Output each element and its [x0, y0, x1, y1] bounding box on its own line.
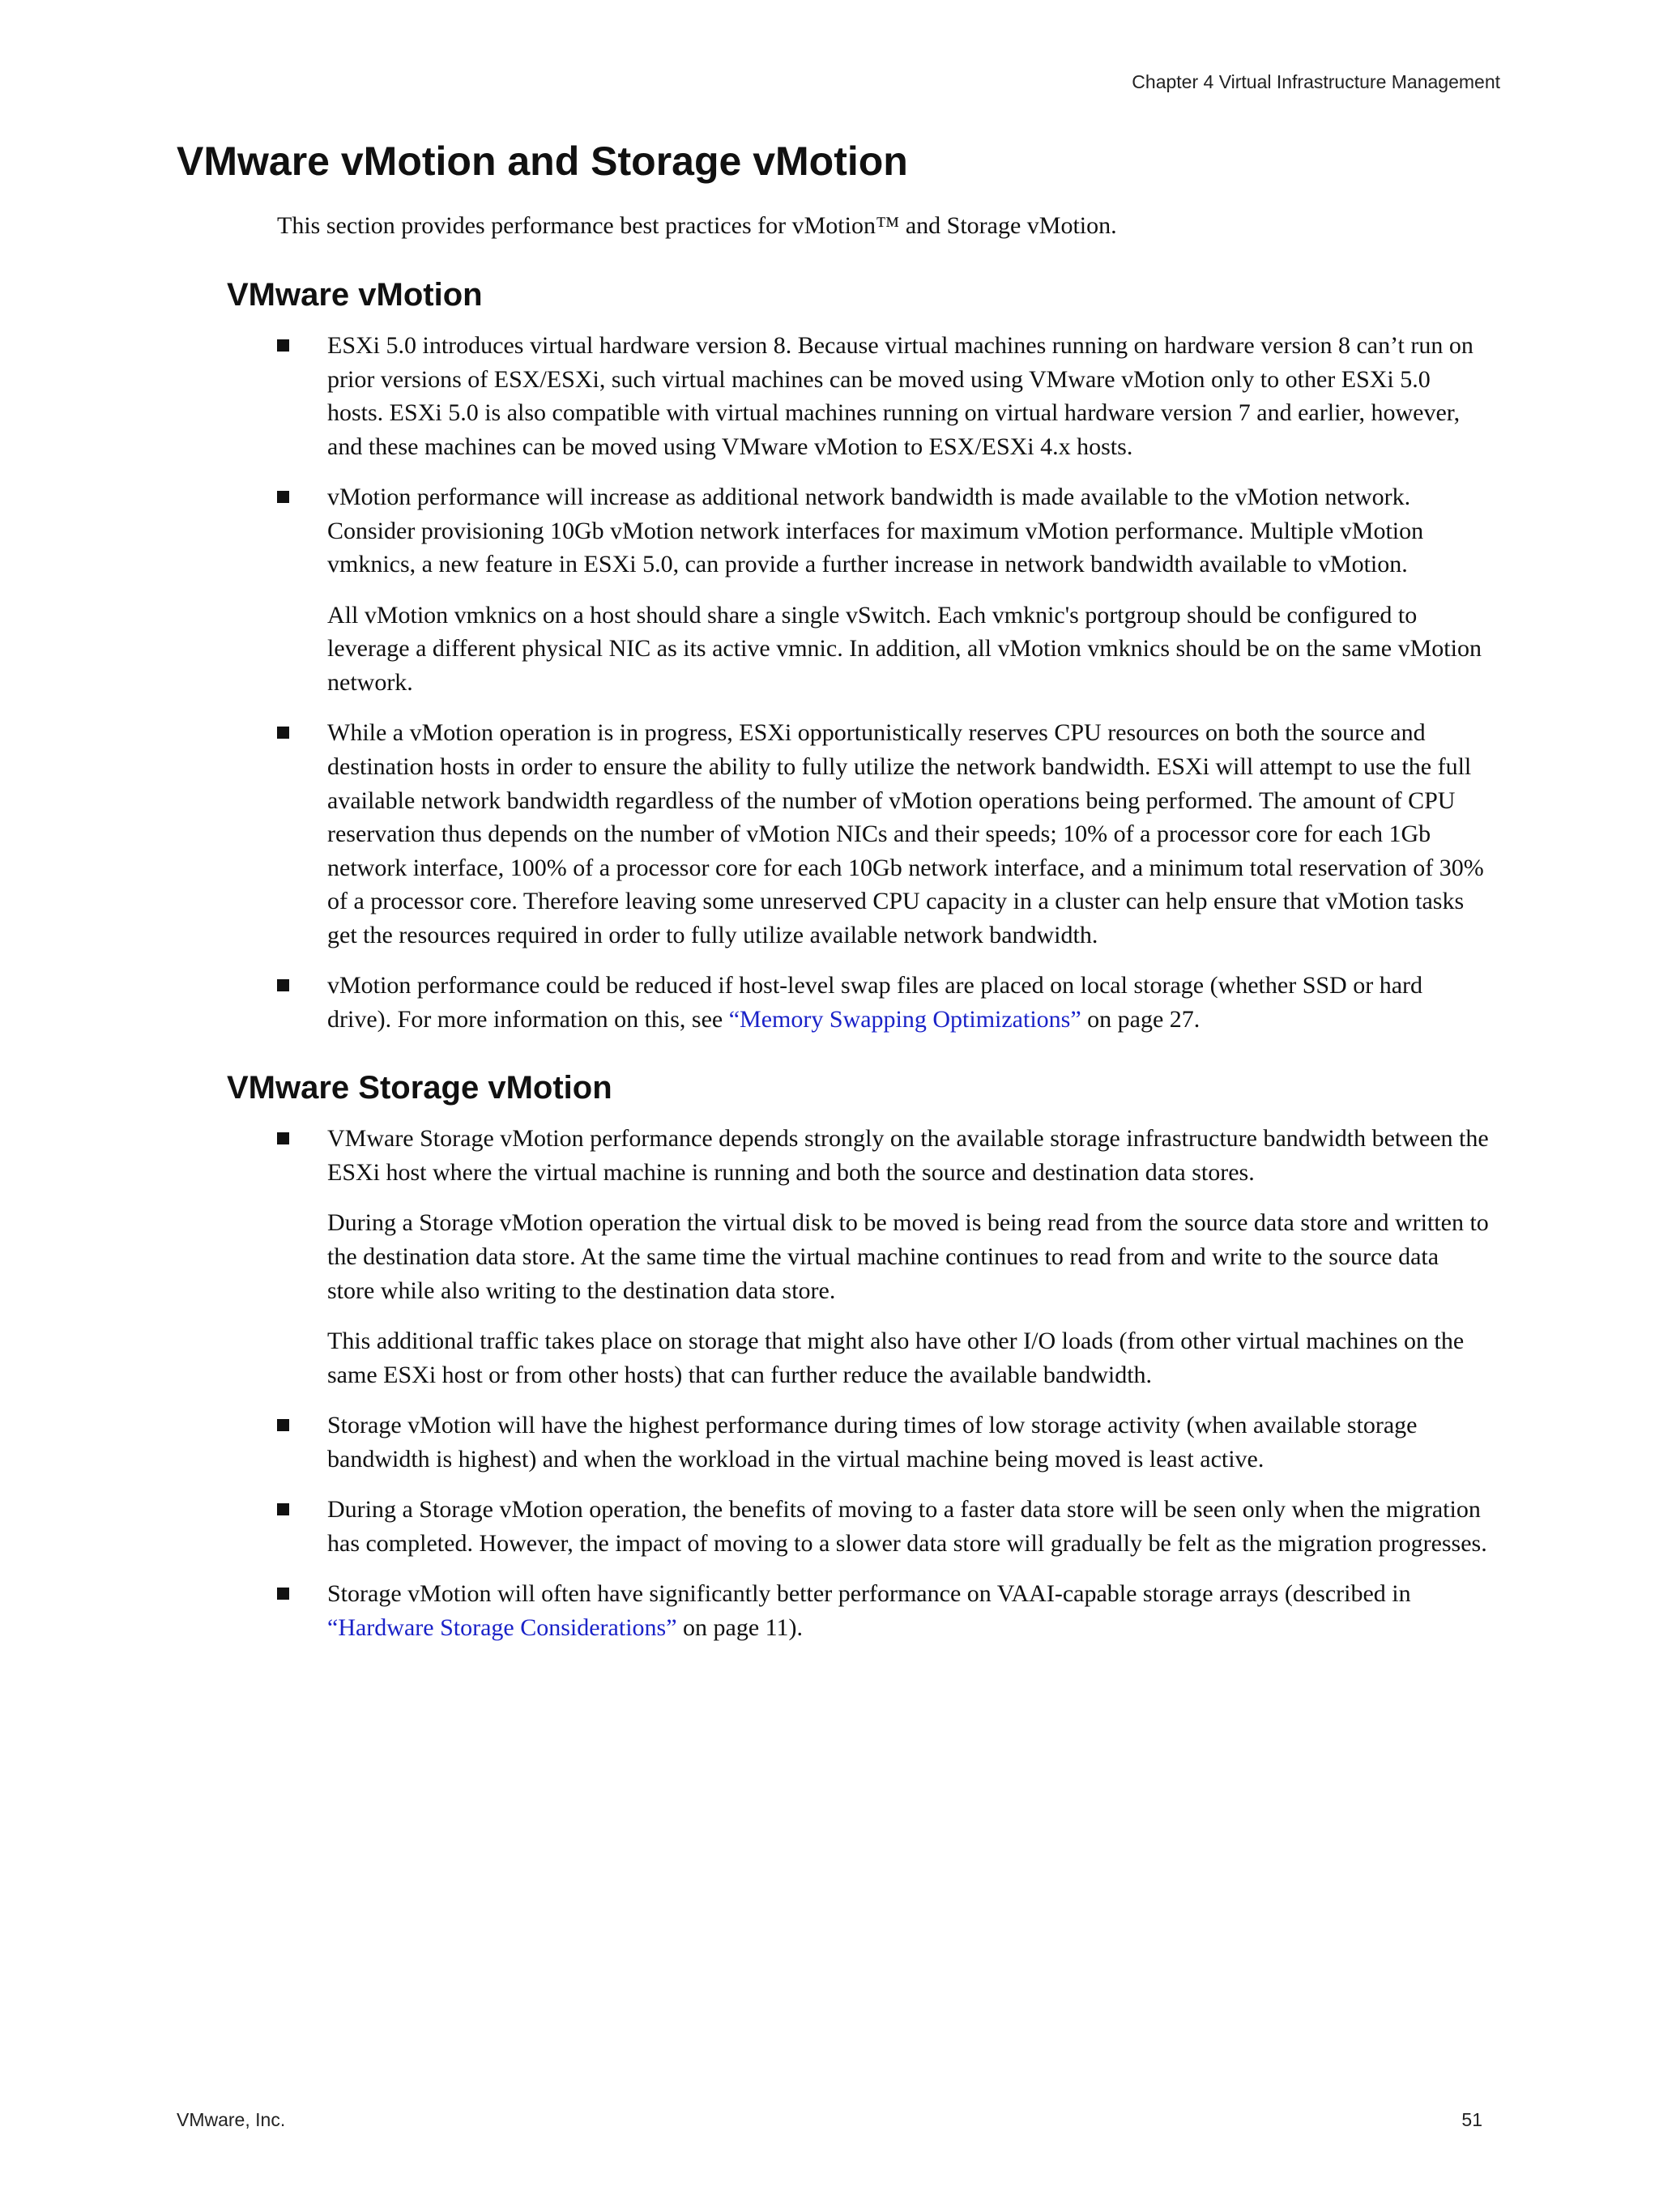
square-bullet-icon [277, 1419, 289, 1431]
square-bullet-icon [277, 1503, 289, 1515]
vmotion-bullet-list [177, 329, 1489, 1036]
storage-vmotion-bullet-list [177, 1122, 1489, 1644]
list-item [327, 716, 1489, 952]
list-item [327, 1577, 1489, 1644]
bullet-text [327, 969, 1489, 1036]
square-bullet-icon [277, 1132, 289, 1144]
list-item [327, 1409, 1489, 1476]
bullet-continuation: This additional traffic takes place on storage that might also have other I/O loads (from other virtual machines on the same ESXi host or from other hosts) that can further reduce the available bandwidth. [327, 1328, 1465, 1388]
list-item [327, 969, 1489, 1036]
vmotion-heading: VMware vMotion [227, 277, 483, 313]
page-content [177, 209, 1489, 1661]
running-header: Chapter 4 Virtual Infrastructure Management [1132, 71, 1500, 92]
bullet-text: VMware Storage vMotion performance depends strongly on the available storage infrastructure bandwidth between the ESXi host where the virtual machine is running and both the source and destination data stores. [327, 1125, 1489, 1187]
bullet-text: vMotion performance will increase as additional network bandwidth is made available to the vMotion network. Consider provisioning 10Gb vMotion network interfaces for maximum vMotion performance. Multiple vMotion vmknics, a new feature in ESXi 5.0, can provide a further increase in network bandwidth available to vMotion. [327, 484, 1424, 578]
storage-vmotion-heading: VMware Storage vMotion [227, 1070, 612, 1106]
square-bullet-icon [277, 727, 289, 739]
bullet-text-part: on page 27. [1081, 1005, 1201, 1033]
bullet-text: ESXi 5.0 introduces virtual hardware version 8. Because virtual machines running on hardware version 8 can’t run on prior versions of ESX/ESXi, such virtual machines can be moved using VMware vMotion only to other ESXi 5.0 hosts. ESXi 5.0 is also compatible with virtual machines running on virtual hardware version 7 and earlier, however, and these machines can be moved using VMware vMotion to ESX/ESXi 4.x hosts. [327, 332, 1473, 460]
list-item [327, 1122, 1489, 1392]
bullet-continuation: During a Storage vMotion operation the virtual disk to be moved is being read from the source data store and written to the destination data store. At the same time the virtual machine continues to read from and write to the source data store while also writing to the destination data store. [327, 1209, 1489, 1304]
list-item [327, 1493, 1489, 1560]
square-bullet-icon [277, 979, 289, 991]
bullet-text-part: Storage vMotion will often have significantly better performance on VAAI-capable storage arrays (described in [327, 1579, 1411, 1607]
square-bullet-icon [277, 491, 289, 503]
square-bullet-icon [277, 1588, 289, 1600]
bullet-text-part: vMotion performance could be reduced if host-level swap files are placed on local storage (whether SSD or hard drive). For more information on this, see [327, 972, 1423, 1033]
bullet-continuation: All vMotion vmknics on a host should share a single vSwitch. Each vmknic's portgroup should be configured to leverage a different physical NIC as its active vmnic. In addition, all vMotion vmknics should be on the same vMotion network. [327, 601, 1482, 696]
list-item [327, 480, 1489, 699]
intro-paragraph: This section provides performance best practices for vMotion™ and Storage vMotion. [277, 212, 1117, 239]
list-item [327, 329, 1489, 463]
bullet-text: During a Storage vMotion operation, the benefits of moving to a faster data store will be seen only when the migration has completed. However, the impact of moving to a slower data store will gradually be felt as the migration progresses. [327, 1496, 1487, 1557]
bullet-text [327, 1577, 1489, 1644]
hardware-storage-link[interactable]: “Hardware Storage Considerations” [327, 1613, 677, 1641]
footer-company: VMware, Inc. [177, 2109, 286, 2130]
bullet-text: Storage vMotion will have the highest performance during times of low storage activity (when available storage bandwidth is highest) and when the workload in the virtual machine being moved is least active. [327, 1412, 1418, 1473]
bullet-text-part: on page 11). [676, 1613, 804, 1641]
page-title: VMware vMotion and Storage vMotion [177, 139, 908, 184]
square-bullet-icon [277, 339, 289, 352]
memory-swapping-link[interactable]: “Memory Swapping Optimizations” [728, 1005, 1081, 1033]
footer-page-number: 51 [1461, 2109, 1482, 2130]
bullet-text: While a vMotion operation is in progress, ESXi opportunistically reserves CPU resources on both the source and destination hosts in order to ensure the ability to fully utilize the network bandwidth. ESXi will attempt to use the full available network bandwidth regardless of the number of vMotion operations being performed. The amount of CPU reservation thus depends on the number of vMotion NICs and their speeds; 10% of a processor core for each 1Gb network interface, 100% of a processor core for each 10Gb network interface, and a minimum total reservation of 30% of a processor core. Therefore leaving some unreserved CPU capacity in a cluster can help ensure that vMotion tasks get the resources required in order to fully utilize available network bandwidth. [327, 719, 1484, 948]
